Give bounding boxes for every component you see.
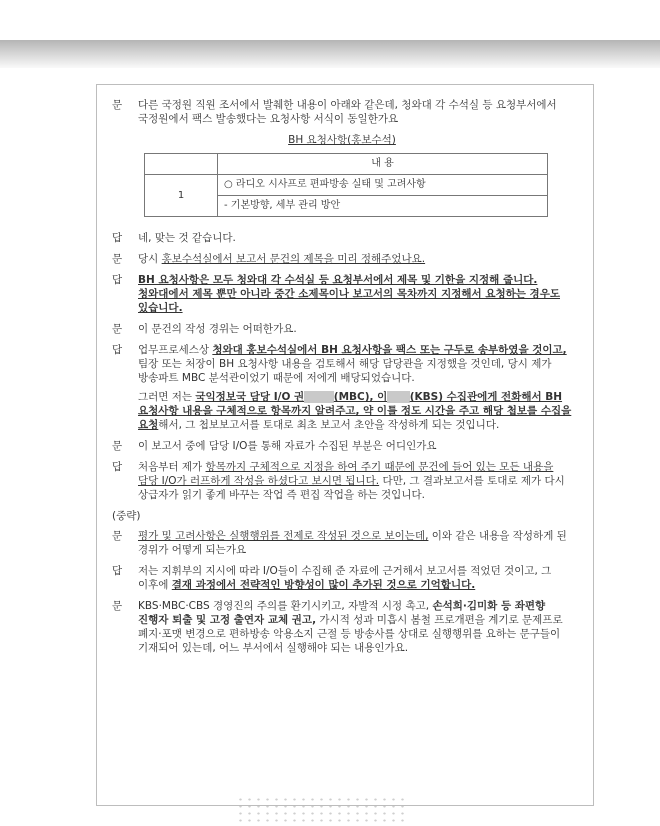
qa-label: 문	[112, 99, 123, 111]
table-cell-line1: ○ 라디오 시사프로 편파방송 실태 및 고려사항	[218, 175, 548, 196]
qa-text: 이 보고서 중에 담당 I/O를 통해 자료가 수집된 부분은 어디인가요	[138, 440, 437, 452]
answer-continuation: 그러면 저는 국익정보국 담당 I/O 권 (MBC), 이 (KBS) 수집관에게 전화해서 BH요청사항 내용을 구체적으로 항목까지 알려주고, 약 이틀 정도 시간을 주고 해당 첩보를 수집을 요청해서, 그 첩보보고서를 토대로 최초 보고서 초안을 작성하게 되는 것입니다.	[138, 391, 572, 431]
qa-text: 다른 국정원 직원 조서에서 발췌한 내용이 아래와 같은데, 청와대 각 수석실 등 요청부서에서 국정원에서 팩스 발송했다는 요청사항 서식이 동일한가요	[138, 99, 557, 125]
qa-label: 답	[112, 232, 123, 244]
qa-label: 문	[112, 440, 123, 452]
scan-shadow	[0, 40, 660, 68]
table-cell-line2: - 기본방향, 세부 관리 방안	[218, 196, 548, 217]
qa-item	[112, 460, 572, 502]
qa-label: 답	[112, 274, 123, 286]
qa-item	[112, 322, 572, 336]
qa-label: 문	[112, 253, 123, 265]
qa-item	[112, 273, 572, 315]
qa-text: 이 문건의 작성 경위는 어떠한가요.	[138, 323, 297, 335]
qa-text: 처음부터 제가 항목까지 구체적으로 지정을 하여 주기 때문에 문건에 들어 있는 모든 내용을 담당 I/O가 러프하게 작성을 하셨다고 보시면 됩니다. 다만, 그 결과보고서를 토대로 제가 다시 상급자가 읽기 좋게 바꾸는 작업 즉 편집 작업을 하는 것입니다.	[138, 461, 565, 501]
qa-text: 네, 맞는 것 같습니다.	[138, 232, 236, 244]
bh-request-table	[144, 153, 548, 217]
qa-item	[112, 599, 572, 655]
qa-item	[112, 439, 572, 453]
qa-label: 문	[112, 530, 123, 542]
qa-label: 답	[112, 344, 123, 356]
document-content	[112, 98, 572, 662]
scan-dot-artifact	[236, 796, 406, 822]
qa-text: 당시 홍보수석실에서 보고서 문건의 제목을 미리 정해주었나요.	[138, 253, 426, 265]
qa-item	[112, 252, 572, 266]
redaction-block	[387, 391, 409, 403]
qa-label: 답	[112, 565, 123, 577]
qa-label: 문	[112, 323, 123, 335]
scan-top-margin	[0, 0, 660, 42]
table-header: 내 용	[218, 154, 548, 175]
qa-label: 문	[112, 600, 123, 612]
qa-text: KBS·MBC·CBS 경영진의 주의를 환기시키고, 자발적 시정 촉고, 손석희·김미화 등 좌편향 진행자 퇴출 및 고정 출연자 교체 권고, 가시적 성과 미흡시 봄철 프로개편을 계기로 문제프로 폐지·포맷 변경으로 편하방송 악용소지 근절 등 방송사를 상대로 실행행위를 요하는 문구들이 기재되어 있는데, 어느 부서에서 실행해야 되는 내용인가요.	[138, 600, 563, 654]
qa-item	[112, 231, 572, 245]
redaction-block	[304, 391, 334, 403]
qa-text: BH 요청사항은 모두 청와대 각 수석실 등 요청부서에서 제목 및 기한을 지정해 줍니다. 청와대에서 제목 뿐만 아니라 중간 소제목이나 보고서의 목차까지 지정해서 요청하는 경우도 있습니다.	[138, 274, 560, 314]
qa-text: 업무프로세스상 청와대 홍보수석실에서 BH 요청사항을 팩스 또는 구두로 송부하였을 것이고, 팀장 또는 처장이 BH 요청사항 내용을 검토해서 해당 담당관을 지정했을 것인데, 당시 제가 방송파트 MBC 분석관이었기 때문에 저에게 배당되었습니다.	[138, 344, 567, 384]
table-row-number: 1	[145, 175, 218, 217]
qa-item	[112, 343, 572, 385]
qa-label: 답	[112, 461, 123, 473]
qa-text: 평가 및 고려사항은 실행행위를 전제로 작성된 것으로 보이는데, 이와 같은 내용을 작성하게 된 경위가 어떻게 되는가요	[138, 530, 567, 556]
qa-item	[112, 564, 572, 592]
table-header-blank	[145, 154, 218, 175]
qa-item	[112, 529, 572, 557]
qa-item	[112, 98, 572, 126]
omission-note: (중략)	[112, 510, 141, 522]
bh-table-title: BH 요청사항(홍보수석)	[288, 134, 396, 146]
qa-text: 저는 지휘부의 지시에 따라 I/O들이 수집해 준 자료에 근거해서 보고서를 적었던 것이고, 그 이후에 결재 과정에서 전략적인 방향성이 많이 추가된 것으로 기억합니다.	[138, 565, 552, 591]
